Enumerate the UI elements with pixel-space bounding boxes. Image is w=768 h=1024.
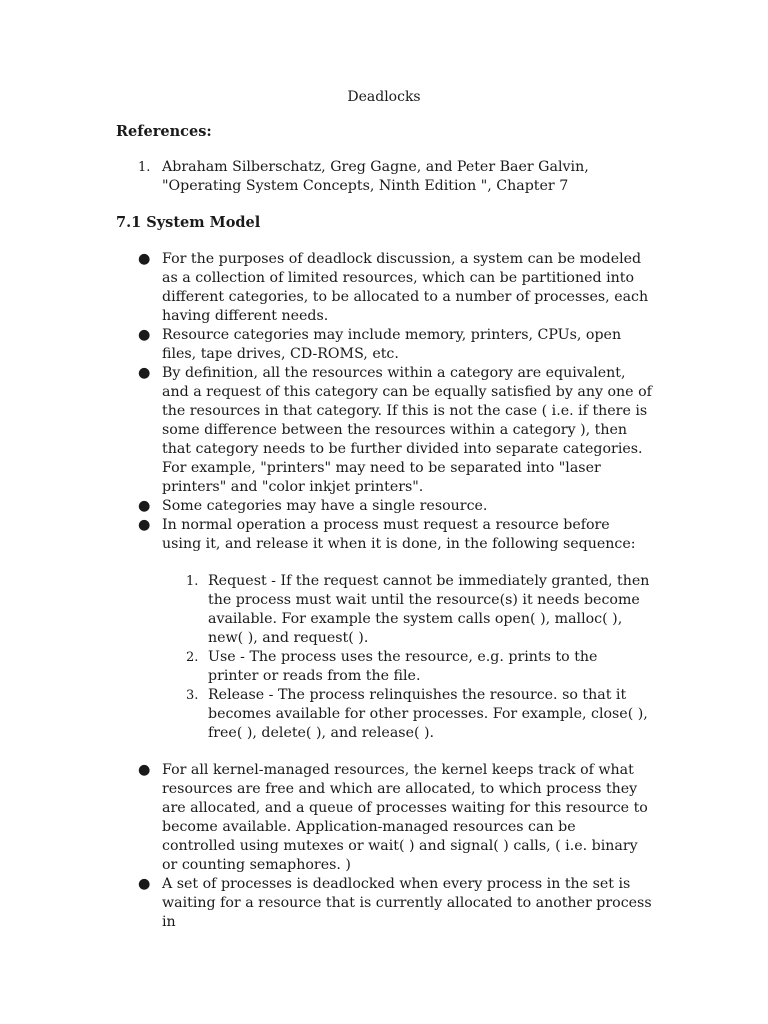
bullet-item [116, 516, 652, 743]
bullet-text: For the purposes of deadlock discussion, a system can be modeled as a collection of limited resources, which can be partitioned into different categories, to be allocated to a number of processes, each having different needs. [162, 251, 649, 324]
bullet-text: For all kernel-managed resources, the kernel keeps track of what resources are free and which are allocated, to which process they are allocated, and a queue of processes waiting for this resource to become available. Application-managed resources can be controlled using mutexes or wait( ) and signal( ) calls, ( i.e. binary or counting semaphores. ) [162, 762, 648, 873]
bullet-item [116, 326, 652, 364]
sequence-item [162, 572, 652, 648]
bullet-item [116, 364, 652, 497]
sequence-item [162, 686, 652, 743]
bullet-text: A set of processes is deadlocked when every process in the set is waiting for a resource that is currently allocated to another process in [162, 876, 652, 930]
bullet-item [116, 761, 652, 875]
bullet-list [116, 250, 652, 932]
references-list [116, 158, 652, 196]
sequence-number: 2. [186, 650, 199, 665]
bullet-marker: ● [138, 498, 151, 514]
sequence-list [162, 572, 652, 743]
bullet-item [116, 497, 652, 516]
bullet-marker: ● [138, 876, 151, 892]
bullet-marker: ● [138, 251, 151, 267]
section-heading: 7.1 System Model [116, 214, 261, 231]
bullet-marker: ● [138, 762, 151, 778]
bullet-marker: ● [138, 517, 151, 533]
sequence-text: Use - The process uses the resource, e.g. prints to the printer or reads from the file. [208, 649, 598, 684]
bullet-marker: ● [138, 365, 151, 381]
references-heading: References: [116, 123, 212, 140]
reference-text: Abraham Silberschatz, Greg Gagne, and Peter Baer Galvin, "Operating System Concepts, Ninth Edition ", Chapter 7 [162, 159, 589, 194]
bullet-item [116, 250, 652, 326]
bullet-text: Some categories may have a single resource. [162, 498, 488, 514]
bullet-item [116, 875, 652, 932]
sequence-text: Request - If the request cannot be immediately granted, then the process must wait until the resource(s) it needs become available. For example the system calls open( ), malloc( ), new( ), and request( ). [208, 573, 650, 646]
page-title: Deadlocks [347, 89, 421, 105]
sequence-number: 3. [186, 688, 199, 703]
sequence-item [162, 648, 652, 686]
sequence-text: Release - The process relinquishes the resource. so that it becomes available for other processes. For example, close( ), free( ), delete( ), and release( ). [208, 687, 648, 741]
sequence-number: 1. [186, 574, 199, 589]
bullet-text: By definition, all the resources within a category are equivalent, and a request of this category can be equally satisfied by any one of the resources in that category. If this is not the case ( i.e. if there is some difference between the resources within a category ), then that category needs to be further divided into separate categories. For example, "printers" may need to be separated into "laser printers" and "color inkjet printers". [162, 365, 652, 495]
reference-number: 1. [138, 160, 151, 175]
reference-item [116, 158, 652, 196]
bullet-text: In normal operation a process must request a resource before using it, and release it when it is done, in the following sequence: [162, 517, 636, 552]
bullet-text: Resource categories may include memory, printers, CPUs, open files, tape drives, CD-ROMS, etc. [162, 327, 622, 362]
bullet-marker: ● [138, 327, 151, 343]
